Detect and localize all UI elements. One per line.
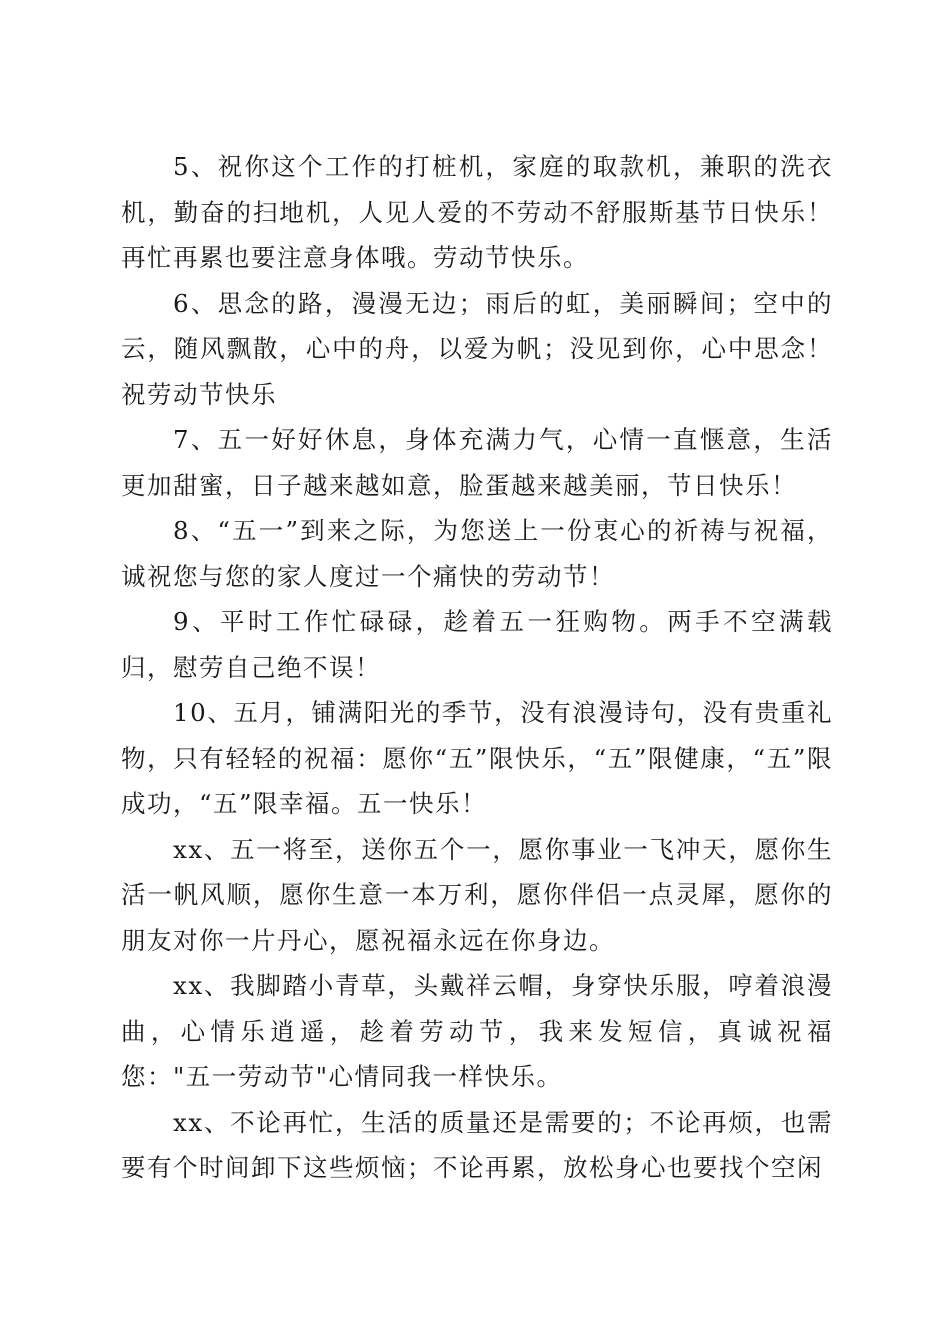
paragraph-10: 10、五月，铺满阳光的季节，没有浪漫诗句，没有贵重礼物，只有轻轻的祝福：愿你“五”限快乐，“五”限健康，“五”限成功，“五”限幸福。五一快乐！ (121, 698, 833, 818)
paragraph-xx-3: xx、不论再忙，生活的质量还是需要的；不论再烦，也需要有个时间卸下这些烦恼；不论再累，放松身心也要找个空闲 (121, 1107, 833, 1182)
paragraph-xx-2: xx、我脚踏小青草，头戴祥云帽，身穿快乐服，哼着浪漫曲，心情乐逍遥，趁着劳动节，我来发短信，真诚祝福您："五一劳动节"心情同我一样快乐。 (121, 971, 833, 1091)
document-body (121, 144, 833, 1191)
paragraph-7: 7、五一好好休息，身体充满力气，心情一直惬意，生活更加甜蜜，日子越来越如意，脸蛋越来越美丽，节日快乐！ (121, 425, 833, 500)
paragraph-8: 8、“五一”到来之际，为您送上一份衷心的祈祷与祝福，诚祝您与您的家人度过一个痛快的劳动节！ (121, 516, 833, 591)
paragraph-5: 5、祝你这个工作的打桩机，家庭的取款机，兼职的洗衣机，勤奋的扫地机，人见人爱的不劳动不舒服斯基节日快乐！再忙再累也要注意身体哦。劳动节快乐。 (121, 152, 833, 272)
paragraph-xx-1: xx、五一将至，送你五个一，愿你事业一飞冲天，愿你生活一帆风顺，愿你生意一本万利，愿你伴侣一点灵犀，愿你的朋友对你一片丹心，愿祝福永远在你身边。 (121, 834, 833, 955)
paragraph-6: 6、思念的路，漫漫无边；雨后的虹，美丽瞬间；空中的云，随风飘散，心中的舟，以爱为帆；没见到你，心中思念！祝劳动节快乐 (121, 288, 833, 409)
paragraph-9: 9、平时工作忙碌碌，趁着五一狂购物。两手不空满载归，慰劳自己绝不误！ (121, 607, 833, 682)
